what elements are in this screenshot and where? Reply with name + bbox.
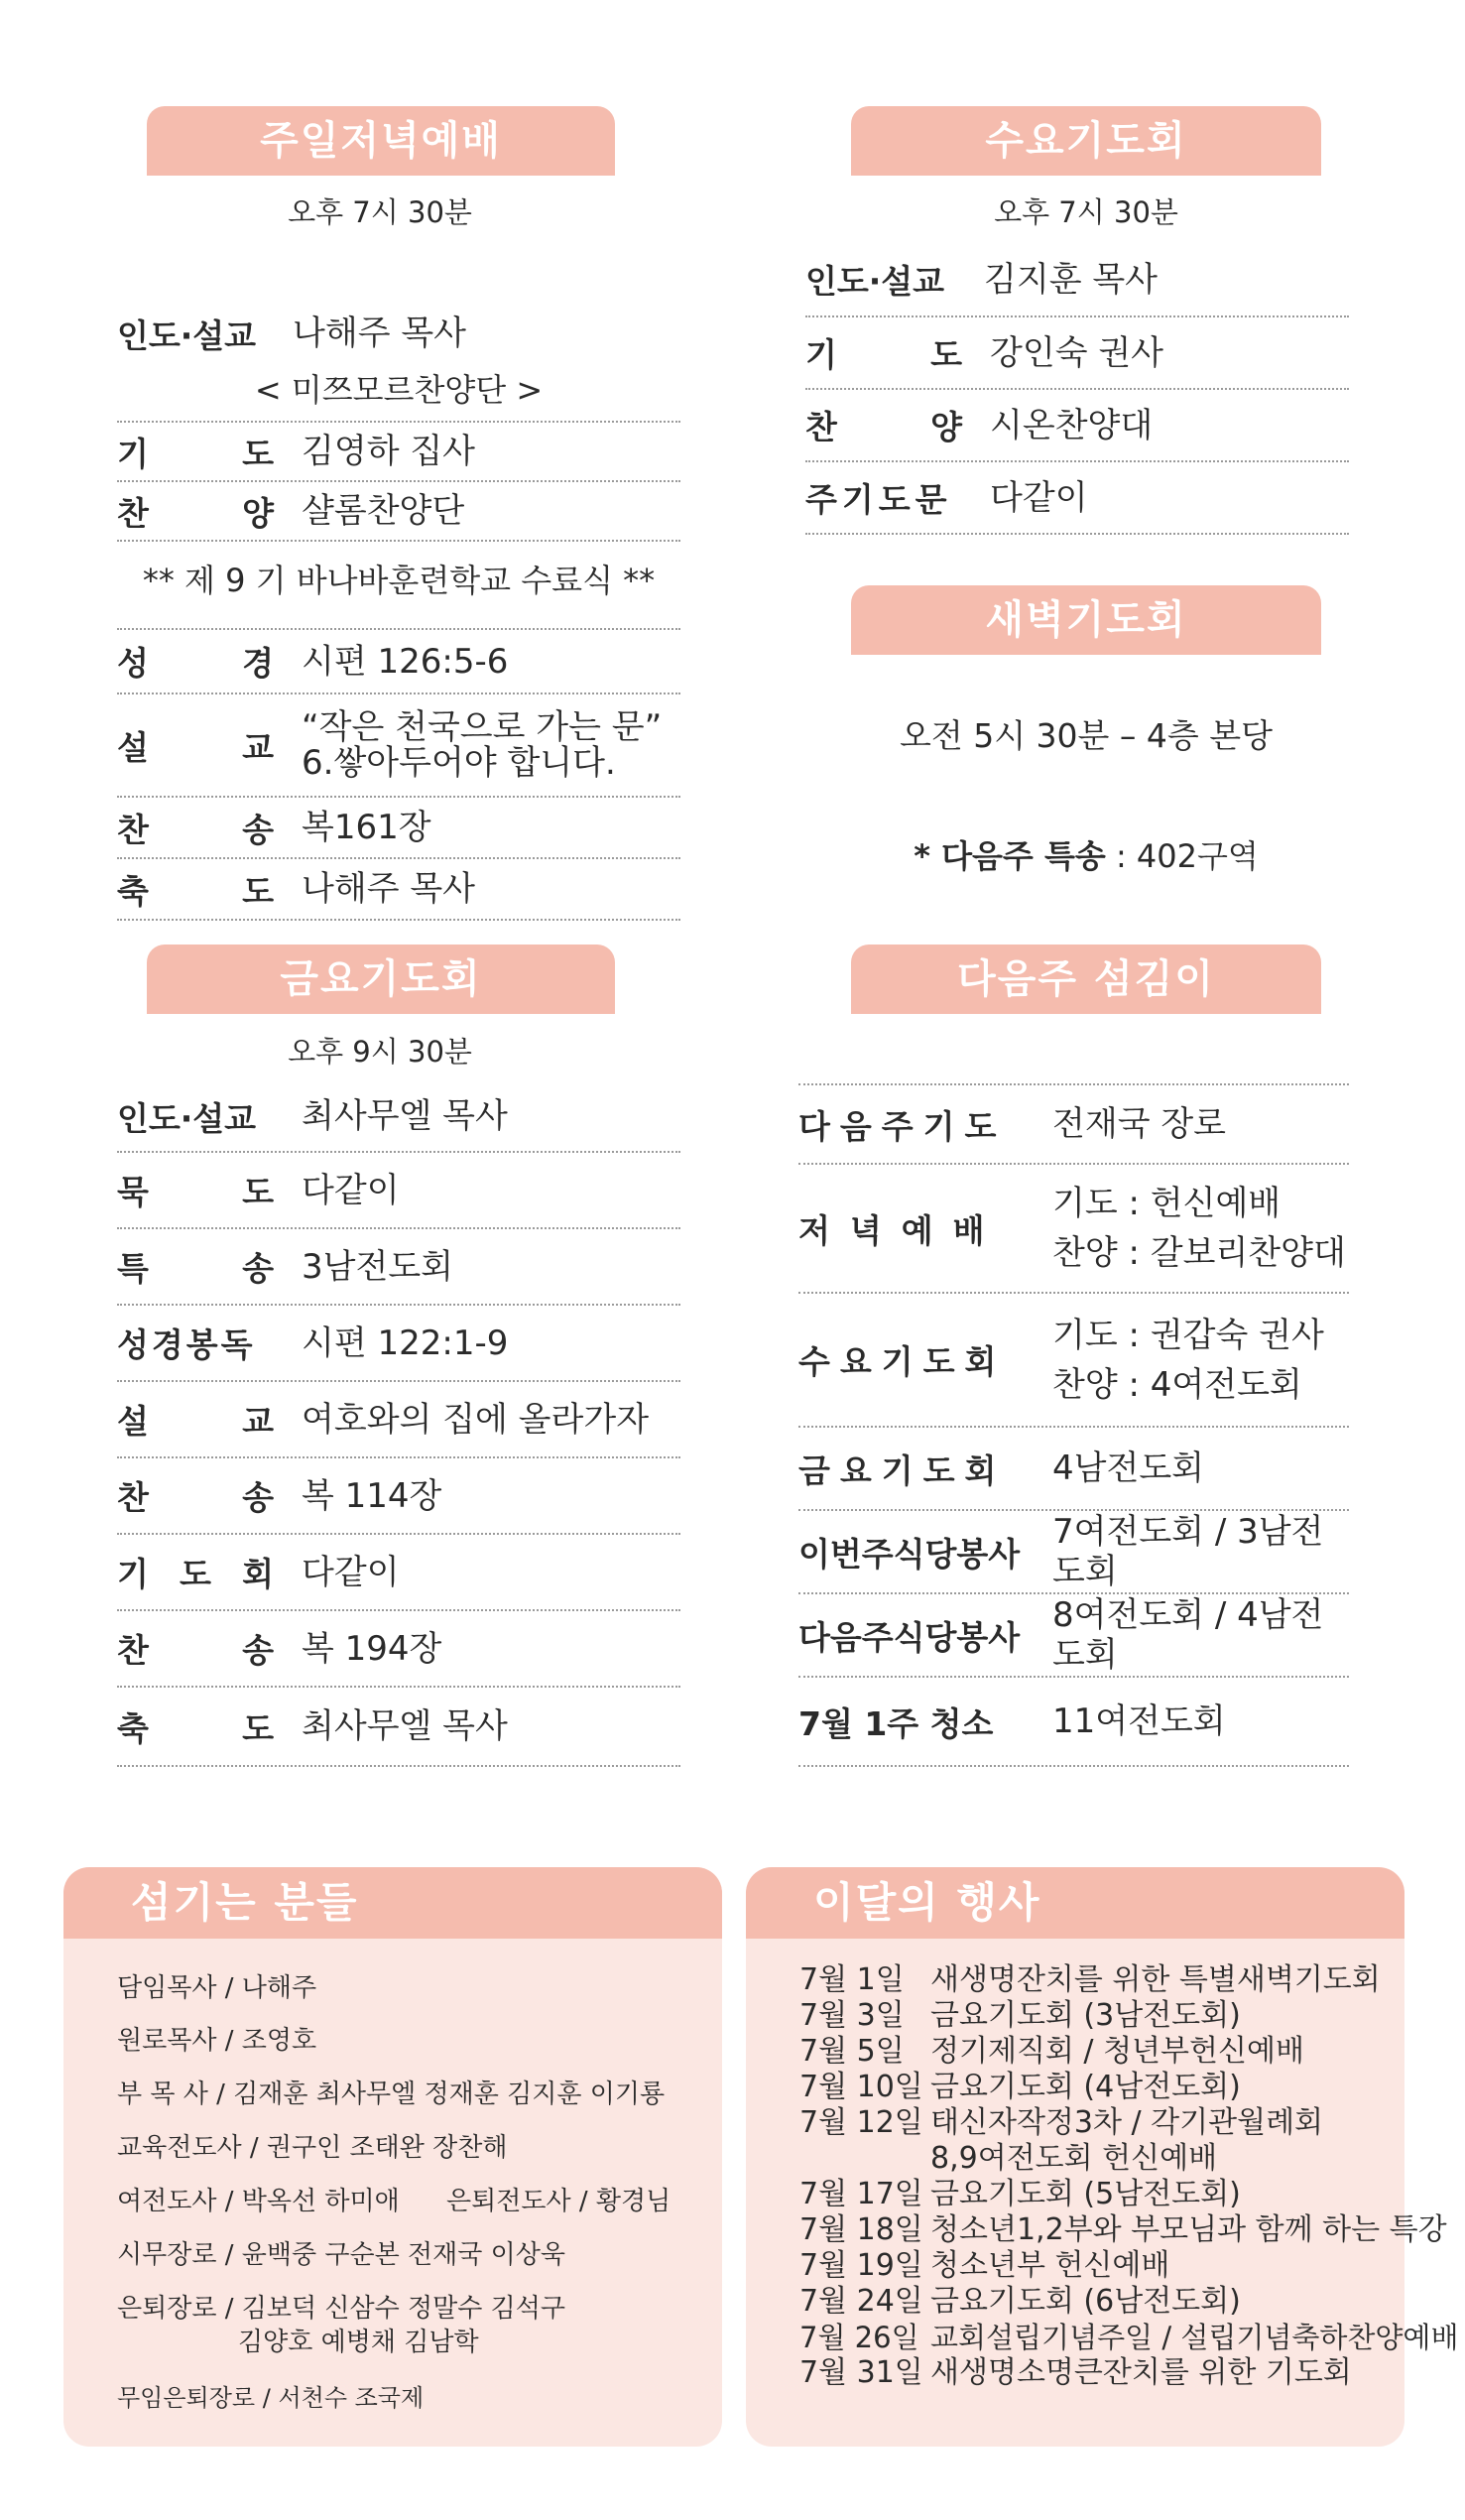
events-header: 이달의 행사 — [746, 1867, 1404, 1939]
servers-line: 교육전도사 / 권구인 조태완 장찬해 — [117, 2133, 508, 2163]
friday-row-leader — [117, 1081, 680, 1153]
label-char: 도 — [930, 335, 962, 374]
label-char: 교 — [242, 727, 274, 767]
row-value-line2: 찬양 : 4여전도회 — [1052, 1364, 1302, 1405]
sunday-evening-time: 오후 7시 30분 — [288, 195, 472, 229]
sunday-row-sermon — [117, 694, 680, 798]
label-char: 찬 — [117, 1631, 149, 1670]
label-char: 도 — [242, 1173, 274, 1211]
dawn-prayer-time: 오전 5시 30분 – 4층 본당 — [899, 716, 1274, 755]
sunday-evening-header: 주일저녁예배 — [147, 106, 615, 176]
special-label: * 다음주 특송 — [914, 837, 1106, 875]
label-char: 찬 — [117, 810, 149, 849]
wednesday-prayer-header: 수요기도회 — [851, 106, 1321, 176]
row-value — [1052, 1311, 1324, 1410]
row-label: 다음주기도 — [798, 1106, 1007, 1146]
row-label: 7월 1주 청소 — [798, 1703, 994, 1743]
row-value: 최사무엘 목사 — [302, 1706, 508, 1746]
row-label — [117, 1549, 274, 1595]
sunday-row-benediction — [117, 859, 680, 921]
event-text: 정기제직회 / 청년부헌신예배 — [930, 2034, 1304, 2069]
event-text: 청소년부 헌신예배 — [930, 2248, 1170, 2283]
event-item — [799, 2141, 1217, 2177]
label-char: 특 — [117, 1249, 149, 1288]
row-value: 복161장 — [302, 808, 431, 847]
label-char: 양 — [242, 493, 274, 533]
event-text: 금요기도회 (4남전도회) — [930, 2070, 1241, 2104]
servers-line: 은퇴전도사 / 황경님 — [446, 2187, 671, 2216]
servers-header: 섬기는 분들 — [63, 1867, 722, 1939]
next-row-prayer — [798, 1085, 1349, 1165]
friday-row-benediction — [117, 1688, 680, 1767]
next-row-cleaning — [798, 1678, 1349, 1767]
dawn-special — [823, 831, 1349, 877]
event-text: 금요기도회 (3남전도회) — [930, 1998, 1241, 2033]
wednesday-row-prayer — [805, 317, 1349, 390]
friday-row-hymn1 — [117, 1458, 680, 1535]
event-date: 7월 10일 — [799, 2070, 923, 2104]
event-date: 7월 12일 — [799, 2105, 923, 2140]
row-label — [117, 1472, 274, 1519]
row-label — [117, 1243, 274, 1290]
servers-line: 부 목 사 / 김재훈 최사무엘 정재훈 김지훈 이기룡 — [117, 2079, 666, 2109]
next-row-friday — [798, 1428, 1349, 1511]
label-char: 기 — [805, 335, 837, 374]
row-value: 시온찬양대 — [990, 405, 1154, 445]
label-char: 축 — [117, 1708, 149, 1748]
event-item — [799, 1962, 1381, 1998]
row-value-line1: 기도 : 헌신예배 — [1052, 1184, 1282, 1223]
row-label — [117, 1167, 274, 1213]
label-char: 기 — [117, 434, 149, 473]
row-value: 다같이 — [302, 1170, 400, 1210]
event-date: 7월 24일 — [799, 2284, 923, 2319]
row-label: 성경봉독 — [117, 1325, 256, 1364]
row-value — [1052, 1179, 1346, 1278]
row-value: 최사무엘 목사 — [302, 1096, 508, 1136]
label-char: 도 — [242, 434, 274, 473]
event-date: 7월 3일 — [799, 1998, 905, 2033]
graduation-note: ** 제 9 기 바나바훈련학교 수료식 ** — [117, 556, 680, 630]
event-date: 7월 1일 — [799, 1962, 905, 1997]
row-label — [117, 805, 274, 851]
label-char: 송 — [242, 810, 274, 849]
friday-row-prayer-meeting — [117, 1535, 680, 1611]
servers-line: 무임은퇴장로 / 서천수 조국제 — [117, 2384, 425, 2412]
wednesday-row-praise — [805, 390, 1349, 462]
row-label: 다음주식당봉사 — [798, 1617, 1021, 1657]
label-char: 기 — [117, 1555, 149, 1593]
next-row-wednesday — [798, 1294, 1349, 1428]
servers-line: 김양호 예병채 김남학 — [238, 2328, 479, 2357]
row-value: 8여전도회 / 4남전도회 — [1052, 1595, 1324, 1675]
event-text: 청소년1,2부와 부모님과 함께 하는 특강 — [930, 2212, 1447, 2247]
label-char: 송 — [242, 1478, 274, 1517]
choir-note: < 미쯔모르찬양단 > — [117, 365, 680, 423]
row-value: 전재국 장로 — [1052, 1104, 1227, 1144]
row-label: 저녁예배 — [798, 1210, 1005, 1250]
label-char: 도 — [180, 1555, 211, 1593]
event-date: 7월 31일 — [799, 2355, 923, 2390]
special-value: : 402구역 — [1105, 837, 1259, 875]
event-item — [799, 1998, 1241, 2034]
row-value-line2: 찬양 : 갈보리찬양대 — [1052, 1233, 1346, 1273]
row-value: 여호와의 집에 올라가자 — [302, 1399, 650, 1440]
event-text: 태신자작정3차 / 각기관월례회 — [930, 2105, 1324, 2140]
next-week-header: 다음주 섬김이 — [851, 945, 1321, 1014]
sunday-row-praise — [117, 482, 680, 542]
row-label: 금요기도회 — [798, 1450, 1007, 1490]
row-value: 다같이 — [990, 477, 1088, 518]
event-date: 7월 18일 — [799, 2212, 923, 2247]
servers-line: 원로목사 / 조영호 — [117, 2026, 317, 2056]
event-date: 7월 19일 — [799, 2248, 923, 2283]
next-row-kitchen-this — [798, 1511, 1349, 1594]
label-char: 성 — [117, 644, 149, 683]
row-label: 인도·설교 — [117, 315, 257, 355]
event-item — [799, 2284, 1241, 2320]
row-label — [805, 329, 962, 376]
row-label — [117, 1625, 274, 1672]
row-label: 이번주식당봉사 — [798, 1534, 1021, 1574]
friday-row-hymn2 — [117, 1611, 680, 1688]
row-label: 수요기도회 — [798, 1342, 1007, 1381]
label-char: 송 — [242, 1631, 274, 1670]
row-label — [117, 429, 274, 475]
label-char: 경 — [242, 644, 274, 683]
event-item — [799, 2320, 1458, 2355]
event-date: 7월 5일 — [799, 2034, 905, 2069]
row-value: 강인숙 권사 — [990, 332, 1164, 373]
servers-line: 은퇴장로 / 김보덕 신삼수 정말수 김석구 — [117, 2294, 565, 2324]
row-label — [117, 722, 274, 769]
label-char: 교 — [242, 1402, 274, 1441]
label-char: 도 — [242, 871, 274, 911]
row-label — [117, 1396, 274, 1443]
row-label: 인도·설교 — [805, 262, 945, 301]
friday-prayer-time: 오후 9시 30분 — [288, 1035, 472, 1069]
label-char: 찬 — [805, 408, 837, 446]
event-item — [799, 2105, 1323, 2141]
row-value: 시편 126:5-6 — [302, 641, 509, 682]
label-char: 설 — [117, 1402, 149, 1441]
dawn-prayer-header: 새벽기도회 — [851, 585, 1321, 655]
label-char: 양 — [930, 408, 962, 446]
event-item — [799, 2070, 1241, 2105]
event-item — [799, 2248, 1169, 2284]
sermon-title: “작은 천국으로 가는 문” — [302, 707, 663, 747]
label-char: 축 — [117, 871, 149, 911]
friday-row-silent — [117, 1153, 680, 1229]
servers-line: 시무장로 / 윤백중 구순본 전재국 이상욱 — [117, 2240, 565, 2270]
event-text: 새생명잔치를 위한 특별새벽기도회 — [930, 1962, 1381, 1997]
row-label — [117, 1703, 274, 1750]
row-value: 샬롬찬양단 — [302, 491, 465, 531]
sunday-row-leader — [117, 298, 680, 369]
row-value: 복 194장 — [302, 1628, 442, 1669]
label-char: 찬 — [117, 493, 149, 533]
label-char: 찬 — [117, 1478, 149, 1517]
row-value: 4남전도회 — [1052, 1449, 1205, 1488]
next-row-kitchen-next — [798, 1594, 1349, 1678]
row-label — [117, 866, 274, 913]
row-value: 김영하 집사 — [302, 432, 476, 471]
label-char: 도 — [242, 1708, 274, 1748]
event-date: 7월 26일 — [799, 2321, 919, 2354]
row-value: 11여전도회 — [1052, 1701, 1226, 1741]
row-label: 주기도문 — [805, 480, 952, 519]
wednesday-row-leader — [805, 243, 1349, 317]
label-char: 설 — [117, 727, 149, 767]
row-label — [117, 638, 274, 685]
event-text: 새생명소명큰잔치를 위한 기도회 — [930, 2355, 1352, 2390]
event-item — [799, 2034, 1304, 2070]
row-value: 다같이 — [302, 1552, 400, 1592]
friday-row-reading — [117, 1306, 680, 1382]
servers-line: 여전도사 / 박옥선 하미애 — [117, 2187, 400, 2216]
row-value: 시편 122:1-9 — [302, 1323, 509, 1363]
friday-row-special — [117, 1229, 680, 1306]
row-value: 나해주 목사 — [293, 314, 467, 353]
friday-row-sermon — [117, 1382, 680, 1458]
event-text: 금요기도회 (5남전도회) — [930, 2177, 1241, 2211]
row-label: 인도·설교 — [117, 1098, 257, 1138]
event-text: 금요기도회 (6남전도회) — [930, 2284, 1241, 2319]
row-label — [805, 402, 962, 448]
sunday-row-hymn — [117, 798, 680, 859]
row-value: 7여전도회 / 3남전도회 — [1052, 1512, 1324, 1591]
label-char: 송 — [242, 1249, 274, 1288]
event-text: 교회설립기념주일 / 설립기념축하찬양예배 — [930, 2321, 1459, 2354]
friday-prayer-header: 금요기도회 — [147, 945, 615, 1014]
label-char: 회 — [242, 1555, 274, 1593]
wednesday-prayer-time: 오후 7시 30분 — [994, 195, 1178, 229]
event-item — [799, 2177, 1241, 2212]
event-item — [799, 2355, 1352, 2391]
event-date: 7월 17일 — [799, 2177, 923, 2211]
row-value: 김지훈 목사 — [984, 259, 1159, 300]
event-text: 8,9여전도회 헌신예배 — [930, 2141, 1218, 2176]
row-value: 3남전도회 — [302, 1246, 454, 1287]
sunday-row-prayer — [117, 423, 680, 482]
sermon-subtitle: 6.쌓아두어야 합니다. — [302, 743, 616, 783]
event-item — [799, 2212, 1447, 2248]
row-value-line1: 기도 : 권갑숙 권사 — [1052, 1315, 1324, 1355]
next-row-evening — [798, 1165, 1349, 1294]
row-value — [302, 709, 662, 781]
row-label — [117, 488, 274, 535]
sunday-row-scripture — [117, 630, 680, 694]
label-char: 묵 — [117, 1173, 149, 1211]
row-value: 복 114장 — [302, 1475, 442, 1516]
wednesday-row-lords-prayer — [805, 462, 1349, 535]
row-value: 나해주 목사 — [302, 869, 476, 909]
servers-line: 담임목사 / 나해주 — [117, 1973, 317, 2003]
